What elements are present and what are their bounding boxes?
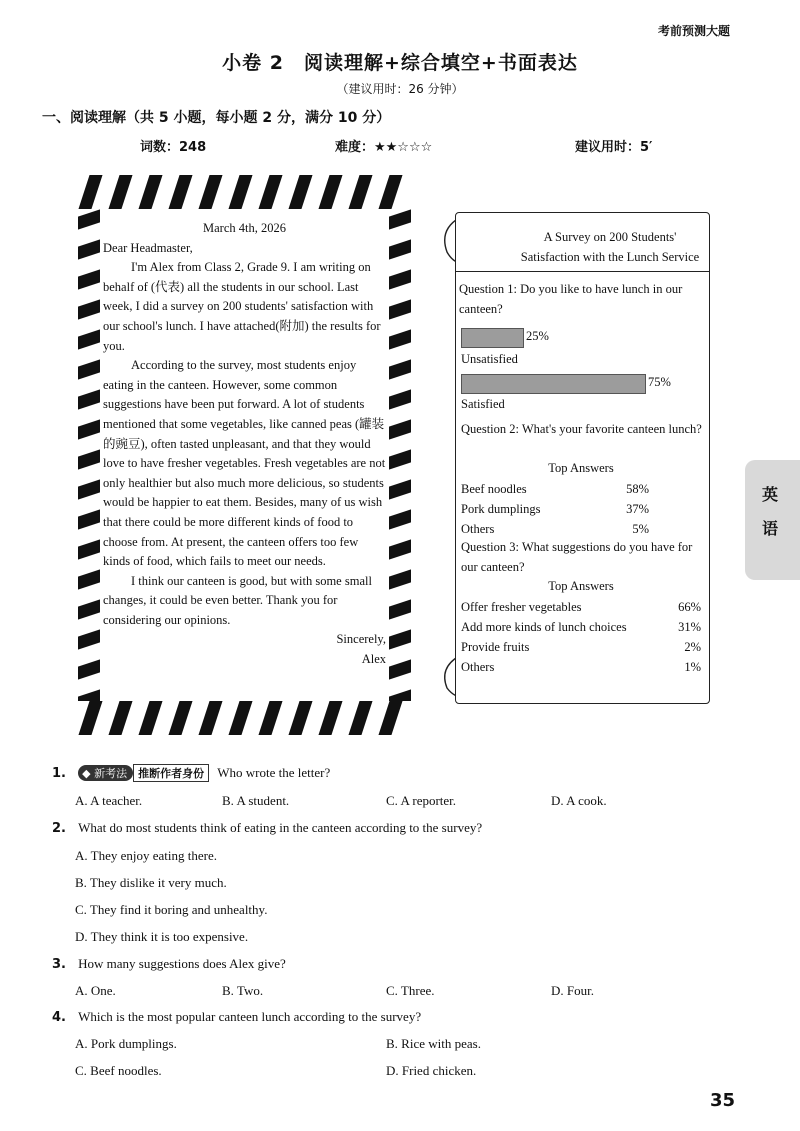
question-3	[52, 956, 286, 972]
stripe	[257, 175, 285, 209]
stripe	[78, 567, 100, 591]
stripe	[347, 701, 375, 735]
question-2	[52, 820, 482, 836]
answer-item: Add more kinds of lunch choices	[461, 620, 627, 634]
stripe	[389, 357, 411, 381]
side-tab-char-2: 语	[761, 519, 778, 538]
stripe	[78, 209, 100, 232]
stripe	[78, 597, 100, 621]
stripe	[287, 701, 315, 735]
stripe	[78, 237, 100, 261]
letter-signature: Alex	[361, 652, 386, 667]
stripe	[78, 417, 100, 441]
top-answers-heading-2: Top Answers	[548, 579, 614, 593]
header-tag: 考前预测大题	[657, 24, 730, 38]
stripe	[389, 627, 411, 651]
question-number: 1.	[52, 766, 66, 781]
stripe	[389, 687, 411, 701]
stripe-border-left	[78, 209, 100, 701]
side-tab-char-1: 英	[761, 485, 778, 504]
stripe	[389, 657, 411, 681]
stripe	[78, 297, 100, 321]
word-count: 词数：248	[140, 140, 207, 155]
question-text: What do most students think of eating in the canteen according to the survey?	[78, 820, 483, 835]
stripe	[107, 701, 135, 735]
option-c[interactable]: C. Beef noodles.	[75, 1063, 162, 1078]
bar-unsatisfied	[461, 328, 524, 348]
stripe	[347, 175, 375, 209]
subject-side-tab	[745, 460, 800, 580]
stripe	[389, 477, 411, 501]
stripe	[389, 567, 411, 591]
badge-label: 新考法	[94, 767, 128, 780]
letter-body	[100, 209, 389, 701]
question-number: 2.	[52, 821, 66, 836]
bar-satisfied-label: Satisfied	[461, 397, 505, 411]
stripe	[317, 701, 345, 735]
stripe	[137, 701, 165, 735]
list-item	[461, 620, 701, 635]
answer-item: Offer fresher vegetables	[461, 600, 582, 614]
stripe	[78, 507, 100, 531]
answer-percent: 37%	[626, 502, 649, 516]
answer-percent: 2%	[684, 640, 701, 654]
option-d[interactable]: D. A cook.	[551, 793, 607, 808]
question-text: How many suggestions does Alex give?	[78, 956, 286, 971]
stripe	[389, 447, 411, 471]
survey-panel	[437, 212, 727, 706]
stripe	[78, 327, 100, 351]
stripe	[377, 175, 405, 209]
question-1	[52, 764, 330, 782]
stripe	[389, 417, 411, 441]
stripe	[78, 687, 100, 701]
stripe	[78, 477, 100, 501]
survey-title-line-1: A Survey on 200 Students'	[543, 230, 677, 244]
stripe	[167, 701, 195, 735]
option-c[interactable]: C. Three.	[386, 983, 435, 998]
letter-date: March 4th, 2026	[203, 221, 286, 235]
stripe	[107, 175, 135, 209]
answer-item: Others	[461, 660, 495, 674]
option-d[interactable]: D. Fried chicken.	[386, 1063, 477, 1078]
list-item	[461, 640, 701, 655]
answer-item: Beef noodles	[461, 482, 527, 496]
stripe	[227, 701, 255, 735]
badge-icon: ◆	[82, 767, 91, 780]
stripe	[78, 357, 100, 381]
question-number: 3.	[52, 957, 66, 972]
stripe	[78, 267, 100, 291]
answer-percent: 5%	[632, 522, 649, 536]
letter-paragraph-2: According to the survey, most students enjoy eating in the canteen. However, some common suggestions have been put forward. A lot of students mentioned that some vegetables, like canned peas (罐装的豌豆), often tasted unpleasant, and that they would love to have fresher vegetables. Fresh vegetables are not only healthier but also much more delicious, so students would be happier to eat them. Besides, many of us wish that there could be more different kinds of food to choose from. At present, the canteen offers too few kinds of food, which fails to meet our needs.	[103, 358, 386, 569]
letter-paragraph-3: I think our canteen is good, but with some small changes, it could be even better. Thank you for considering our opinions.	[103, 573, 372, 627]
stripe	[197, 175, 225, 209]
stripe	[389, 327, 411, 351]
bar-satisfied	[461, 374, 646, 394]
option-a[interactable]: A. A teacher.	[75, 793, 143, 808]
stripe	[167, 175, 195, 209]
option-d[interactable]: D. Four.	[551, 983, 594, 998]
option-a[interactable]: A. Pork dumplings.	[75, 1036, 177, 1051]
answer-item: Provide fruits	[461, 640, 530, 654]
letter-paragraph-1: I'm Alex from Class 2, Grade 9. I am writing on behalf of (代表) all the students in our school. Last week, I did a survey on 200 students' satisfaction with our school's lunch. I have attached(附加) the results for you.	[103, 260, 381, 353]
survey-question-3: Question 3: What suggestions do you have for our canteen?	[461, 540, 693, 574]
stripe-border-bottom	[78, 701, 411, 735]
list-item	[461, 502, 701, 517]
bar-unsatisfied-percent: 25%	[526, 329, 549, 343]
option-a[interactable]: A. They enjoy eating there.	[75, 848, 217, 863]
stripe	[78, 447, 100, 471]
answer-percent: 31%	[678, 620, 701, 634]
top-answers-heading: Top Answers	[548, 461, 614, 475]
option-c[interactable]: C. They find it boring and unhealthy.	[75, 902, 268, 917]
stripe	[389, 387, 411, 411]
list-item	[461, 482, 701, 497]
stripe	[317, 175, 345, 209]
page-subtitle: （建议用时：26 分钟）	[336, 82, 464, 96]
stripe	[137, 175, 165, 209]
stripe	[257, 701, 285, 735]
stripe	[389, 297, 411, 321]
option-b[interactable]: B. They dislike it very much.	[75, 875, 227, 890]
stripe	[377, 701, 405, 735]
stripe	[197, 701, 225, 735]
question-number: 4.	[52, 1010, 66, 1025]
answer-item: Pork dumplings	[461, 502, 541, 516]
stripe	[78, 657, 100, 681]
option-d[interactable]: D. They think it is too expensive.	[75, 929, 249, 944]
stripe	[78, 537, 100, 561]
option-b[interactable]: B. Two.	[222, 983, 264, 998]
page-number: 35	[710, 1090, 736, 1111]
page-title: 小卷 2 阅读理解+综合填空+书面表达	[222, 52, 578, 74]
stripe	[389, 209, 411, 232]
survey-title-line-2: Satisfaction with the Lunch Service	[520, 249, 700, 264]
answer-item: Others	[461, 522, 495, 536]
option-b[interactable]: B. A student.	[222, 793, 290, 808]
question-text: Which is the most popular canteen lunch according to the survey?	[78, 1009, 422, 1024]
new-method-badge	[78, 765, 133, 781]
question-text: Who wrote the letter?	[217, 765, 331, 780]
stripe-border-right	[389, 209, 411, 701]
letter-greeting: Dear Headmaster,	[103, 240, 193, 255]
stripe	[389, 237, 411, 261]
answer-percent: 66%	[678, 600, 701, 614]
suggested-time: 建议用时：5′	[575, 140, 653, 155]
stripe	[287, 175, 315, 209]
option-b[interactable]: B. Rice with peas.	[386, 1036, 481, 1051]
list-item	[461, 660, 701, 675]
stripe-border-top	[78, 175, 411, 209]
stripe	[78, 175, 104, 209]
stripe	[389, 267, 411, 291]
question-4	[52, 1009, 421, 1025]
stripe	[78, 701, 104, 735]
list-item	[461, 522, 701, 537]
difficulty-rating: 难度：★★☆☆☆	[335, 140, 433, 155]
stripe	[78, 627, 100, 651]
survey-question-2: Question 2: What's your favorite canteen lunch?	[461, 422, 702, 436]
letter-closing: Sincerely,	[336, 632, 386, 647]
stripe	[78, 387, 100, 411]
stripe	[389, 537, 411, 561]
section-heading: 一、阅读理解（共 5 小题，每小题 2 分，满分 10 分）	[42, 110, 391, 126]
survey-question-1: Question 1: Do you like to have lunch in our canteen?	[459, 282, 683, 316]
letter-panel	[78, 175, 411, 735]
answer-percent: 58%	[626, 482, 649, 496]
option-a[interactable]: A. One.	[75, 983, 116, 998]
skill-tag: 推断作者身份	[133, 764, 209, 782]
bar-unsatisfied-label: Unsatisfied	[461, 352, 518, 366]
stripe	[227, 175, 255, 209]
bar-satisfied-percent: 75%	[648, 375, 671, 389]
survey-title	[497, 228, 723, 267]
option-c[interactable]: C. A reporter.	[386, 793, 457, 808]
list-item	[461, 600, 701, 615]
stripe	[389, 597, 411, 621]
stripe	[389, 507, 411, 531]
answer-percent: 1%	[684, 660, 701, 674]
